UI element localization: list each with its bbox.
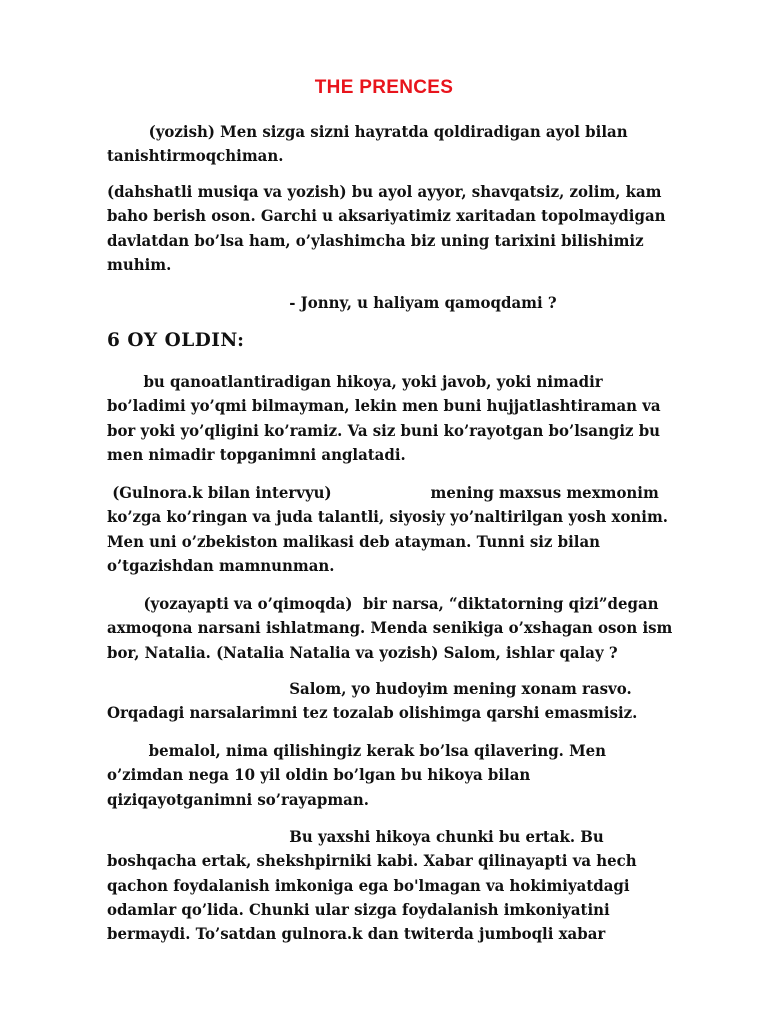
text-line: bemalol, nima qilishingiz kerak bo’lsa qilavering. Men: [107, 741, 607, 760]
text-line: - Jonny, u haliyam qamoqdami ?: [107, 293, 557, 312]
text-line: odamlar qo’lida. Chunki ular sizga foydalanish imkoniyatini: [107, 899, 610, 919]
text-line: o’zimdan nega 10 yil oldin bo’lgan bu hikoya bilan: [107, 765, 531, 785]
text-line: bor yoki yo’qligini ko’ramiz. Va siz buni ko’rayotgan bo’lsangiz bu: [107, 420, 661, 440]
text-line: bu qanoatlantiradigan hikoya, yoki javob, yoki nimadir: [107, 372, 603, 391]
text-line: Salom, yo hudoyim mening xonam rasvo.: [107, 679, 632, 698]
paragraph: [107, 291, 696, 315]
text-line: bo’ladimi yo’qmi bilmayman, lekin men buni hujjatlashtiraman va: [107, 396, 661, 416]
paragraph: [107, 481, 696, 578]
paragraph: [107, 180, 696, 277]
text-line: (yozish) Men sizga sizni hayratda qoldiradigan ayol bilan: [107, 122, 628, 141]
text-line: Men uni o’zbekiston malikasi deb atayman. Tunni siz bilan: [107, 531, 601, 551]
paragraph: [107, 739, 696, 812]
text-line: bermaydi. To’satdan gulnora.k dan twiterda jumboqli xabar: [107, 924, 606, 944]
text-line: boshqacha ertak, shekshpirniki kabi. Xabar qilinayapti va hech: [107, 851, 637, 871]
document-title: THE PRENCES: [314, 77, 454, 98]
text-line: ko’zga ko’ringan va juda talantli, siyosiy yo’naltirilgan yosh xonim.: [107, 507, 669, 527]
text-line: qiziqayotganimni so’rayapman.: [107, 789, 369, 809]
text-line: muhim.: [107, 254, 172, 274]
text-line: axmoqona narsani ishlatmang. Menda senikiga o’xshagan oson ism: [107, 618, 673, 638]
text-line: o’tgazishdan mamnunman.: [107, 555, 335, 575]
text-line: Bu yaxshi hikoya chunki bu ertak. Bu: [107, 827, 604, 846]
text-line: tanishtirmoqchiman.: [107, 146, 284, 166]
text-line: davlatdan bo’lsa ham, o’ylashimcha biz uning tarixini bilishimiz: [107, 230, 644, 250]
text-line: baho berish oson. Garchi u aksariyatimiz xaritadan topolmaydigan: [107, 206, 666, 226]
text-line: qachon foydalanish imkoniga ega bo'lmagan va hokimiyatdagi: [107, 875, 630, 895]
text-line: bor, Natalia. (Natalia Natalia va yozish) Salom, ishlar qalay ?: [107, 642, 618, 662]
paragraph: [107, 370, 696, 467]
text-line: Orqadagi narsalarimni tez tozalab olishimga qarshi emasmisiz.: [107, 703, 638, 723]
paragraph: [107, 825, 696, 946]
section-heading: 6 OY OLDIN:: [107, 330, 245, 351]
paragraph: [107, 120, 696, 169]
text-line: (dahshatli musiqa va yozish) bu ayol ayyor, shavqatsiz, zolim, kam: [107, 182, 662, 201]
paragraph: [107, 592, 696, 665]
text-line: (yozayapti va o’qimoqda) bir narsa, “diktatorning qizi”degan: [107, 594, 659, 613]
text-line: men nimadir topganimni anglatadi.: [107, 444, 406, 464]
text-line: (Gulnora.k bilan intervyu) mening maxsus mexmonim: [107, 483, 659, 502]
paragraph: [107, 677, 696, 726]
